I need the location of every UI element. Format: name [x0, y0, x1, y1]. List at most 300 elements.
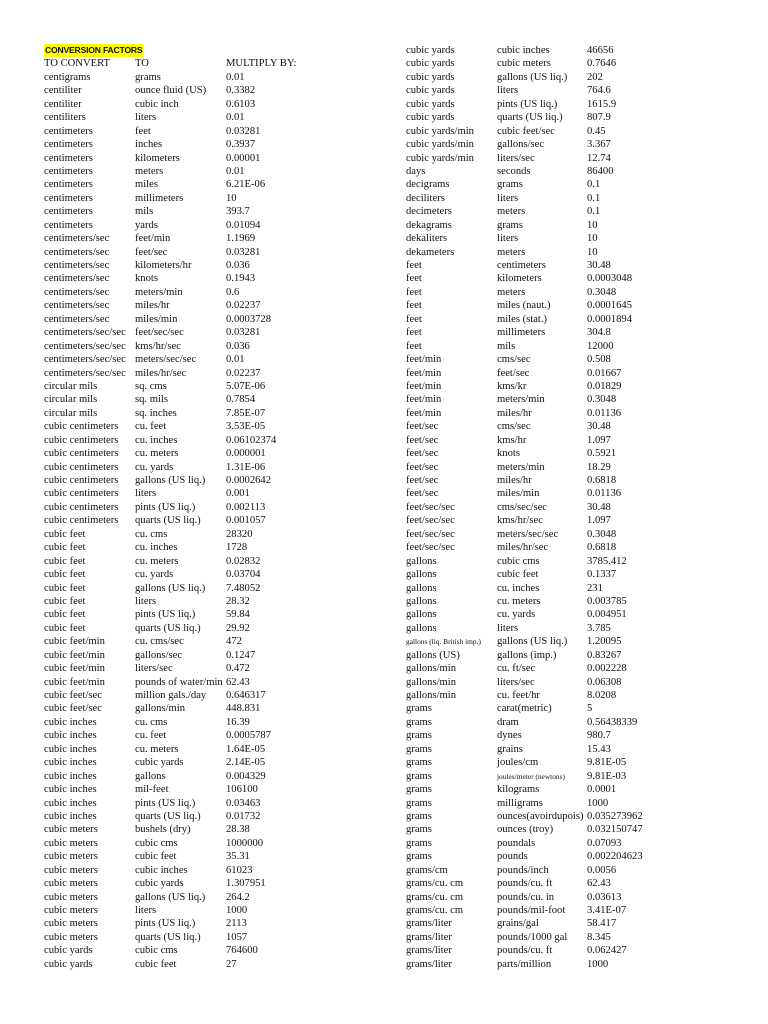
cell-from: centimeters/sec — [44, 300, 110, 312]
cell-from: feet/sec — [406, 434, 439, 446]
cell-from: deciliters — [406, 192, 445, 204]
cell-to: gallons/min — [135, 703, 186, 715]
cell-factor: 0.0003728 — [226, 313, 272, 325]
cell-to: feet — [135, 125, 151, 137]
cell-from: cubic yards — [406, 112, 455, 124]
cell-factor: 10 — [587, 219, 598, 231]
cell-factor: 0.01136 — [587, 488, 622, 500]
cell-factor: 3.785 — [587, 622, 611, 634]
cell-to: parts/million — [497, 958, 552, 970]
cell-to: kilograms — [497, 784, 540, 796]
cell-to: pounds/1000 gal — [497, 931, 568, 943]
cell-from: cubic yards — [44, 945, 93, 957]
cell-factor: 0.035273962 — [587, 810, 643, 822]
cell-to: cu. feet/hr — [497, 690, 540, 701]
cell-to: cu. inches — [135, 434, 178, 446]
cell-to: liters — [497, 622, 519, 634]
cell-from: cubic inches — [44, 797, 97, 809]
cell-from: cubic feet — [44, 542, 86, 554]
cell-from: cubic inches — [44, 770, 97, 782]
cell-factor: 202 — [587, 71, 603, 83]
cell-to: cubic feet — [135, 851, 177, 863]
cell-from: gallons — [406, 609, 437, 621]
cell-factor: 35.31 — [226, 851, 250, 863]
cell-from: feet/min — [406, 407, 442, 419]
cell-to: cu. inches — [135, 542, 178, 554]
cell-to: bushels (dry) — [135, 824, 191, 836]
cell-to: feet/sec — [135, 246, 168, 258]
cell-factor: 0.0005787 — [226, 730, 272, 742]
cell-from: feet/min — [406, 354, 442, 366]
cell-to: gallons/sec — [135, 649, 183, 661]
cell-to: dynes — [497, 730, 522, 742]
cell-to: meters — [497, 206, 526, 218]
cell-factor: 7.48052 — [226, 582, 261, 594]
cell-to: cubic yards — [135, 878, 184, 890]
cell-from: feet/sec/sec — [406, 542, 455, 554]
cell-factor: 0.1 — [587, 206, 601, 218]
cell-factor: 0.004329 — [226, 770, 266, 782]
cell-factor: 0.7854 — [226, 394, 256, 406]
cell-to: miles (stat.) — [497, 313, 548, 325]
cell-factor: 0.3048 — [587, 394, 617, 406]
cell-from: dekagrams — [406, 219, 452, 231]
cell-factor: 1000 — [226, 905, 248, 916]
cell-to: mil-feet — [135, 784, 169, 796]
cell-factor: 0.036 — [226, 260, 250, 271]
cell-from: feet — [406, 300, 422, 312]
cell-to: liters — [135, 488, 157, 500]
cell-factor: 1728 — [226, 542, 248, 554]
cell-to: centimeters — [497, 260, 546, 271]
header-from: TO CONVERT — [44, 58, 110, 70]
cell-from: feet/min — [406, 380, 442, 392]
cell-from: decimeters — [406, 206, 452, 218]
cell-from: cubic feet/sec — [44, 690, 102, 701]
cell-factor: 0.0001645 — [587, 300, 633, 312]
cell-from: cubic feet — [44, 582, 86, 594]
cell-factor: 3.41E-07 — [587, 905, 627, 916]
cell-from: centimeters/sec — [44, 260, 110, 271]
cell-factor: 0.1 — [587, 179, 601, 191]
cell-from: cubic centimeters — [44, 461, 119, 473]
cell-factor: 0.1 — [587, 192, 601, 204]
cell-to: gallons (US liq.) — [497, 636, 568, 648]
cell-to: mils — [497, 340, 516, 352]
cell-to: gallons — [135, 770, 166, 782]
cell-to: cu. cms — [135, 716, 168, 728]
cell-from: gallons — [406, 595, 437, 607]
cell-to: kilometers — [135, 152, 180, 164]
cell-from: centimeters — [44, 206, 93, 218]
cell-factor: 1000 — [587, 958, 609, 970]
cell-factor: 27 — [226, 958, 237, 970]
cell-factor: 62.43 — [226, 676, 250, 688]
cell-factor: 2113 — [226, 918, 247, 930]
cell-to: cubic inches — [135, 864, 188, 876]
cell-from: cubic centimeters — [44, 501, 119, 513]
cell-from: grams — [406, 824, 432, 836]
cell-to: poundals — [497, 837, 536, 849]
cell-to: pounds/cu. ft — [497, 878, 553, 890]
cell-from: days — [406, 165, 426, 177]
cell-from: circular mils — [44, 407, 98, 419]
cell-factor: 2.14E-05 — [226, 757, 266, 769]
cell-to: pounds/inch — [497, 864, 549, 876]
cell-to: kms/hr/sec — [497, 515, 543, 527]
cell-from: cubic meters — [44, 905, 98, 916]
cell-from: dekaliters — [406, 233, 448, 245]
cell-from: feet/sec/sec — [406, 501, 455, 513]
cell-to: quarts (US liq.) — [135, 810, 201, 822]
cell-factor: 0.0001894 — [587, 313, 633, 325]
cell-factor: 12.74 — [587, 152, 611, 164]
cell-from: centiliter — [44, 85, 82, 97]
cell-factor: 0.1943 — [226, 273, 256, 285]
cell-factor: 1.307951 — [226, 878, 266, 890]
cell-factor: 304.8 — [587, 327, 611, 339]
cell-factor: 28320 — [226, 528, 253, 540]
cell-to: cu. yards — [497, 609, 536, 621]
cell-to: cu. yards — [135, 461, 174, 473]
cell-factor: 106100 — [226, 784, 258, 796]
cell-from: centimeters — [44, 192, 93, 204]
cell-from: feet — [406, 273, 422, 285]
cell-factor: 0.062427 — [587, 945, 627, 957]
cell-to: ounce fluid (US) — [135, 85, 207, 97]
cell-to: grains/gal — [497, 918, 539, 930]
cell-factor: 16.39 — [226, 716, 250, 728]
cell-factor: 0.03281 — [226, 125, 261, 137]
cell-factor: 1.097 — [587, 434, 611, 446]
cell-from: cubic feet/min — [44, 636, 105, 648]
cell-from: cubic centimeters — [44, 448, 119, 460]
cell-factor: 59.84 — [226, 609, 250, 621]
cell-factor: 0.03281 — [226, 246, 261, 258]
cell-factor: 0.5921 — [587, 448, 617, 460]
cell-to: kms/hr — [497, 434, 527, 446]
cell-to: miles/hr — [497, 407, 532, 419]
cell-from: centiliter — [44, 98, 82, 110]
cell-from: cubic centimeters — [44, 434, 119, 446]
cell-factor: 472 — [226, 636, 242, 648]
cell-from: gallons/min — [406, 676, 457, 688]
cell-from: centimeters — [44, 152, 93, 164]
cell-factor: 0.6 — [226, 286, 240, 298]
cell-to: pounds/mil-foot — [497, 905, 566, 916]
cell-to: cu. inches — [497, 582, 540, 594]
cell-from: cubic meters — [44, 824, 98, 836]
cell-from: cubic inches — [44, 716, 97, 728]
cell-to: miles — [135, 179, 158, 191]
cell-from: centimeters — [44, 219, 93, 231]
cell-to: milligrams — [497, 797, 543, 809]
cell-from: feet/sec — [406, 421, 439, 433]
cell-to: liters/sec — [497, 676, 535, 688]
cell-from: cubic feet — [44, 622, 86, 634]
cell-factor: 1.64E-05 — [226, 743, 266, 755]
cell-to: cu. cms — [135, 528, 168, 540]
cell-from: cubic yards — [44, 958, 93, 970]
cell-from: cubic centimeters — [44, 475, 119, 486]
cell-factor: 0.0056 — [587, 864, 617, 876]
cell-factor: 0.0002642 — [226, 475, 272, 486]
cell-from: gallons — [406, 582, 437, 594]
cell-factor: 1.097 — [587, 515, 611, 527]
cell-factor: 0.001 — [226, 488, 250, 500]
cell-from: centimeters — [44, 165, 93, 177]
cell-to: cubic feet — [135, 958, 177, 970]
cell-to: grams — [135, 71, 161, 83]
cell-to: liters — [135, 905, 157, 916]
cell-from: gallons — [406, 622, 437, 634]
cell-from: cubic yards — [406, 45, 455, 56]
cell-factor: 807.9 — [587, 112, 611, 124]
cell-factor: 10 — [587, 233, 598, 245]
cell-to: ounces(avoirdupois) — [497, 810, 584, 822]
cell-to: meters/min — [497, 461, 545, 473]
cell-to: kilometers — [497, 273, 542, 285]
cell-to: cubic feet — [497, 569, 539, 581]
cell-from: feet — [406, 313, 422, 325]
cell-from: grams — [406, 757, 432, 769]
cell-to: cms/sec — [497, 354, 531, 366]
cell-from: cubic meters — [44, 918, 98, 930]
cell-factor: 0.1337 — [587, 569, 617, 581]
cell-factor: 0.56438339 — [587, 716, 638, 728]
cell-factor: 3.53E-05 — [226, 421, 266, 433]
cell-to: cubic feet/sec — [497, 125, 555, 137]
cell-to: miles/hr/sec — [135, 367, 187, 379]
cell-factor: 1057 — [226, 931, 248, 943]
cell-to: quarts (US liq.) — [135, 515, 201, 527]
cell-factor: 46656 — [587, 45, 614, 56]
cell-factor: 0.01136 — [587, 407, 622, 419]
cell-from: cubic centimeters — [44, 421, 119, 433]
cell-to: kilometers/hr — [135, 260, 192, 271]
cell-from: grams — [406, 797, 432, 809]
cell-to: liters — [497, 85, 519, 97]
cell-from: feet/sec — [406, 448, 439, 460]
cell-to: cu. meters — [497, 595, 541, 607]
cell-factor: 10 — [587, 246, 598, 258]
cell-from: cubic feet/min — [44, 663, 105, 675]
cell-factor: 58.417 — [587, 918, 617, 930]
cell-from: cubic feet — [44, 569, 86, 581]
cell-to: miles (naut.) — [497, 300, 551, 312]
cell-factor: 0.03281 — [226, 327, 261, 339]
cell-to: meters — [497, 286, 526, 298]
cell-from: cubic yards/min — [406, 125, 474, 137]
cell-from: cubic meters — [44, 891, 98, 903]
cell-from: gallons/min — [406, 690, 457, 701]
cell-factor: 264.2 — [226, 891, 250, 903]
cell-to: gallons (imp.) — [497, 649, 557, 661]
cell-factor: 0.002113 — [226, 501, 266, 513]
cell-to: cu. meters — [135, 555, 179, 567]
cell-factor: 0.03704 — [226, 569, 261, 581]
cell-to: millimeters — [135, 192, 184, 204]
cell-from: circular mils — [44, 394, 98, 406]
cell-from: grams — [406, 784, 432, 796]
cell-factor: 0.01667 — [587, 367, 622, 379]
cell-from: cubic yards — [406, 98, 455, 110]
cell-to: cu. feet — [135, 730, 167, 742]
cell-to: yards — [135, 219, 158, 231]
cell-factor: 3785.412 — [587, 555, 627, 567]
cell-factor: 0.02832 — [226, 555, 261, 567]
cell-factor: 61023 — [226, 864, 253, 876]
cell-to: meters — [497, 246, 526, 258]
cell-from: grams — [406, 810, 432, 822]
cell-from: cubic yards/min — [406, 139, 474, 151]
cell-to: meters/sec/sec — [135, 354, 197, 366]
cell-from: cubic yards/min — [406, 152, 474, 164]
cell-factor: 7.85E-07 — [226, 407, 266, 419]
cell-factor: 0.03463 — [226, 797, 261, 809]
cell-to: ounces (troy) — [497, 824, 554, 836]
cell-factor: 28.32 — [226, 595, 250, 607]
cell-from: cubic yards — [406, 58, 455, 70]
cell-from: cubic meters — [44, 878, 98, 890]
cell-from: grams/liter — [406, 945, 452, 957]
cell-to: meters/sec/sec — [497, 528, 559, 540]
header-factor: MULTIPLY BY: — [226, 58, 297, 70]
cell-factor: 30.48 — [587, 501, 611, 513]
cell-factor: 0.6103 — [226, 98, 256, 110]
cell-to: cu. cms/sec — [135, 636, 184, 648]
cell-to: quarts (US liq.) — [135, 931, 201, 943]
cell-from: gallons — [406, 555, 437, 567]
cell-to: cms/sec/sec — [497, 501, 548, 513]
cell-to: liters/sec — [135, 663, 173, 675]
cell-factor: 0.01 — [226, 112, 245, 124]
cell-factor: 0.508 — [587, 354, 611, 366]
cell-factor: 0.6818 — [587, 542, 617, 554]
cell-from: dekameters — [406, 246, 455, 258]
cell-from: centimeters/sec — [44, 313, 110, 325]
cell-factor: 0.83267 — [587, 649, 622, 661]
cell-to: cu. ft/sec — [497, 663, 536, 675]
cell-factor: 15.43 — [587, 743, 611, 755]
cell-from: grams/liter — [406, 931, 452, 943]
cell-from: cubic inches — [44, 743, 97, 755]
cell-from: centimeters/sec — [44, 233, 110, 245]
cell-factor: 0.02237 — [226, 367, 261, 379]
cell-from: circular mils — [44, 380, 98, 392]
cell-to: cubic cms — [135, 945, 178, 957]
cell-factor: 30.48 — [587, 421, 611, 433]
cell-to: liters — [497, 192, 519, 204]
cell-from: cubic meters — [44, 864, 98, 876]
cell-from: centimeters — [44, 125, 93, 137]
cell-to: liters — [135, 595, 157, 607]
cell-to: cubic inch — [135, 98, 179, 110]
cell-factor: 12000 — [587, 340, 614, 352]
cell-from: centiliters — [44, 112, 86, 124]
cell-factor: 0.3937 — [226, 139, 256, 151]
cell-factor: 0.3048 — [587, 286, 617, 298]
cell-factor: 5 — [587, 703, 593, 715]
cell-from: centimeters/sec/sec — [44, 367, 126, 379]
cell-factor: 9.81E-03 — [587, 770, 627, 782]
cell-from: grams — [406, 703, 432, 715]
cell-from: feet/sec — [406, 488, 439, 500]
cell-from: feet/min — [406, 367, 442, 379]
cell-from: feet — [406, 340, 422, 352]
cell-to: seconds — [497, 165, 531, 177]
cell-factor: 0.001057 — [226, 515, 266, 527]
cell-factor: 0.004951 — [587, 609, 627, 621]
cell-factor: 0.3048 — [587, 528, 617, 540]
cell-to: quarts (US liq.) — [135, 622, 201, 634]
cell-from: feet — [406, 286, 422, 298]
cell-to: meters/min — [497, 394, 545, 406]
cell-to: grains — [497, 743, 523, 755]
cell-from: grams — [406, 716, 432, 728]
cell-from: centigrams — [44, 71, 91, 83]
cell-factor: 8.345 — [587, 931, 611, 943]
cell-factor: 0.646317 — [226, 690, 266, 701]
cell-factor: 1000000 — [226, 837, 264, 849]
header-to: TO — [135, 58, 149, 70]
cell-from: grams/cu. cm — [406, 878, 464, 890]
cell-to: pounds/cu. in — [497, 891, 555, 903]
cell-factor: 9.81E-05 — [587, 757, 627, 769]
cell-to: cms/sec — [497, 421, 531, 433]
cell-from: cubic inches — [44, 784, 97, 796]
cell-from: gallons (liq. British imp.) — [406, 637, 481, 647]
cell-to: cubic meters — [497, 58, 551, 70]
cell-from: grams — [406, 770, 432, 782]
cell-to: gallons (US liq.) — [497, 71, 568, 83]
cell-factor: 0.002204623 — [587, 851, 643, 863]
cell-from: cubic meters — [44, 837, 98, 849]
cell-to: cubic cms — [135, 837, 178, 849]
cell-factor: 0.6818 — [587, 475, 617, 486]
cell-to: carat(metric) — [497, 703, 552, 715]
cell-from: gallons (US) — [406, 649, 460, 661]
cell-from: feet — [406, 260, 422, 271]
cell-factor: 0.000001 — [226, 448, 266, 460]
cell-to: knots — [497, 448, 520, 460]
cell-to: sq. cms — [135, 380, 167, 392]
cell-to: quarts (US liq.) — [497, 112, 563, 124]
cell-from: grams/cu. cm — [406, 891, 464, 903]
cell-to: sq. inches — [135, 407, 177, 419]
cell-factor: 62.43 — [587, 878, 611, 890]
cell-factor: 1.31E-06 — [226, 461, 266, 473]
cell-from: gallons — [406, 569, 437, 581]
cell-factor: 1615.9 — [587, 98, 617, 110]
document-title: CONVERSION FACTORS — [44, 44, 143, 57]
cell-factor: 0.7646 — [587, 58, 617, 70]
cell-to: million gals./day — [135, 690, 207, 701]
cell-from: centimeters/sec — [44, 286, 110, 298]
cell-factor: 0.02237 — [226, 300, 261, 312]
cell-from: cubic feet — [44, 528, 86, 540]
cell-from: cubic centimeters — [44, 488, 119, 500]
cell-factor: 3.367 — [587, 139, 611, 151]
cell-to: pints (US liq.) — [135, 609, 196, 621]
cell-to: pounds — [497, 851, 528, 863]
cell-to: meters — [135, 165, 164, 177]
cell-factor: 231 — [587, 582, 603, 594]
cell-factor: 0.3382 — [226, 85, 256, 97]
cell-to: mils — [135, 206, 154, 218]
cell-from: centimeters/sec — [44, 246, 110, 258]
cell-from: cubic feet/sec — [44, 703, 102, 715]
